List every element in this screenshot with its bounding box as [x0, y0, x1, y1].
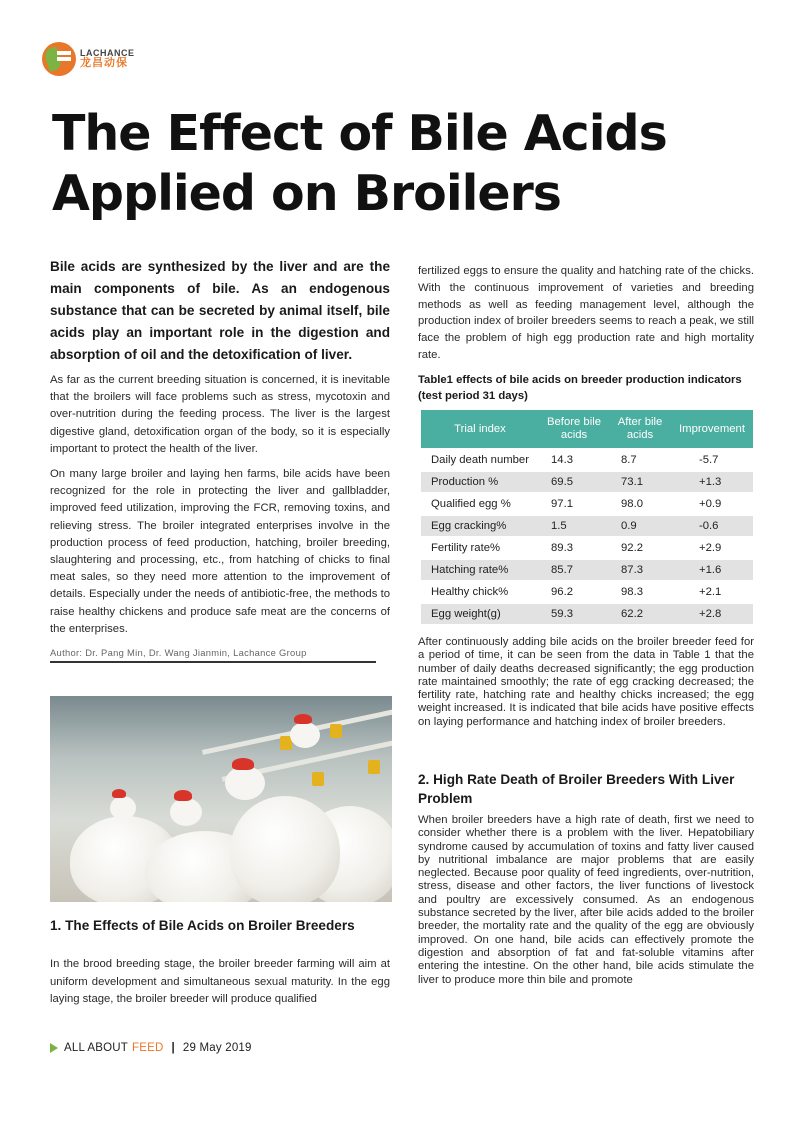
table-cell: 59.3 [539, 604, 609, 624]
brand-logo [42, 42, 135, 76]
table-cell: Production % [421, 472, 539, 492]
table-cell: 98.0 [621, 498, 643, 510]
table-cell: 1.5 [539, 516, 609, 536]
table-cell: 92.2 [621, 542, 643, 554]
body-paragraph-2: On many large broiler and laying hen farms, bile acids have been recognized for the role in protecting the liver and gallbladder, improved feed utilization, improving the FCR, removing toxins, and relieving stress. The broiler integrated enterprises involve in the production process of feed production, hatching, broiler breeding, slaughtering and processing, etc., from hatching of chicks to final meat sales, so they need more attention to the improvement of details. Especially under the needs of antibiotic-free, the methods to raise healthy chickens and produce safe meat are the concerns of the enterprises. [50, 468, 390, 635]
table-row [421, 450, 753, 470]
table-header-cell: Trial index [421, 410, 539, 448]
table-cell: Egg weight(g) [421, 604, 539, 624]
table-cell: Daily death number [431, 454, 529, 466]
table-header-cell: Before bile acids [539, 410, 609, 448]
publication-name: ALL ABOUT [64, 1042, 129, 1054]
table-cell: -5.7 [699, 454, 719, 466]
table-cell: +2.1 [699, 586, 722, 598]
body-paragraph-5: After continuously adding bile acids on the broiler breeder feed for a period of time, it can be seen from the data in Table 1 that the number of daily deaths decreased significantly; the egg production rate maintained smoothly; the rate of egg cracking decreased; the fertility rate, hatching rate and healthy chicks increased; the egg weight increased. It is indicated that bile acids have positive effects on laying performance and hatching index of broiler breeders. [418, 636, 754, 728]
table-cell: Hatching rate% [421, 560, 539, 580]
table-cell: 96.2 [551, 586, 573, 598]
table-cell: +2.8 [671, 604, 753, 624]
table-cell: 14.3 [551, 454, 573, 466]
footer-separator: | [171, 1042, 175, 1054]
table-header-cell: After bile acids [609, 410, 671, 448]
table-header-row [421, 410, 753, 448]
divider [50, 661, 376, 663]
table-cell: 73.1 [609, 472, 671, 492]
table-row [421, 560, 753, 580]
table-cell: 98.3 [621, 586, 643, 598]
table-cell: 0.9 [609, 516, 671, 536]
logo-en: LACHANCE [80, 47, 135, 58]
bile-acids-table [421, 408, 753, 626]
table-cell: 85.7 [539, 560, 609, 580]
publication-accent: FEED [132, 1042, 164, 1054]
table-cell: +1.6 [671, 560, 753, 580]
section-2-heading: 2. High Rate Death of Broiler Breeders With Liver Problem [418, 772, 735, 806]
body-paragraph-1: As far as the current breeding situation is concerned, it is inevitable that the broilers will face problems such as stress, mycotoxin and over-nutrition during the feeding process. The liver is the largest digestive gland, detoxification organ of the body, so it is especially important to protect the health of the liver. [50, 374, 390, 455]
table-row [421, 582, 753, 602]
table-cell: 62.2 [609, 604, 671, 624]
table-row [421, 538, 753, 558]
table-cell: Fertility rate% [431, 542, 501, 554]
logo-icon [42, 42, 76, 76]
table-cell: 87.3 [609, 560, 671, 580]
table-cell: 97.1 [551, 498, 573, 510]
logo-text [80, 49, 135, 70]
table-caption: Table1 effects of bile acids on breeder production indicators (test period 31 days) [418, 374, 742, 402]
table-cell: +2.9 [699, 542, 722, 554]
page-footer [50, 1042, 252, 1054]
table-cell: +0.9 [699, 498, 722, 510]
table-cell: +1.3 [671, 472, 753, 492]
broiler-photo [50, 696, 392, 902]
table-row [421, 604, 753, 624]
article-title: The Effect of Bile Acids Applied on Broilers [52, 105, 667, 222]
author-line: Author: Dr. Pang Min, Dr. Wang Jianmin, Lachance Group [50, 647, 307, 658]
table-row [421, 516, 753, 536]
issue-date: 29 May 2019 [182, 1042, 252, 1054]
body-paragraph-4: fertilized eggs to ensure the quality and hatching rate of the chicks. With the continuous improvement of varieties and breeding methods as well as feeding management level, although the production index of broiler breeders seems to reach a peak, we still face the problem of high egg production rate and high mortality rate. [418, 265, 754, 361]
triangle-bullet-icon [50, 1043, 58, 1053]
table-cell: -0.6 [671, 516, 753, 536]
table-cell: 89.3 [551, 542, 573, 554]
table-row [421, 494, 753, 514]
body-paragraph-6: When broiler breeders have a high rate of death, first we need to consider whether there is a problem with the liver. Hepatobiliary syndrome caused by accumulation of toxins and fatty liver caused by nutritional imbalance are major problems that are easily neglected. Because poor quality of feed ingredients, over-nutrition, stress, disease and other factors, the liver functions of livestock and poultry are excessively consumed. As an endogenous substance secreted by the liver, after bile acids added to the broiler breeder, the mortality rate and the quality of the egg are obviously improved. On one hand, bile acids can effectively promote the digestion and absorption of fat and fat-soluble vitamins after entering the intestine. On the other hand, bile acids stimulate the liver to produce more thin bile and promote [418, 814, 754, 986]
table-row [421, 472, 753, 492]
table-cell: 8.7 [621, 454, 637, 466]
section-1-heading: 1. The Effects of Bile Acids on Broiler Breeders [50, 918, 355, 933]
body-paragraph-3: In the brood breeding stage, the broiler breeder farming will aim at uniform development and simultaneous sexual maturity. In the egg laying stage, the broiler breeder will produce qualified [50, 958, 390, 1006]
table-header-cell: Improvement [671, 410, 753, 448]
table-cell: Egg cracking% [421, 516, 539, 536]
table-cell: 69.5 [539, 472, 609, 492]
table-cell: Qualified egg % [431, 498, 511, 510]
logo-cn: 龙昌动保 [80, 56, 128, 69]
table-cell: Healthy chick% [431, 586, 509, 598]
lead-paragraph: Bile acids are synthesized by the liver and are the main components of bile. As an endogenous substance that can be secreted by animal itself, bile acids play an important role in the digestion and absorption of oil and the detoxification of liver. [50, 259, 390, 362]
